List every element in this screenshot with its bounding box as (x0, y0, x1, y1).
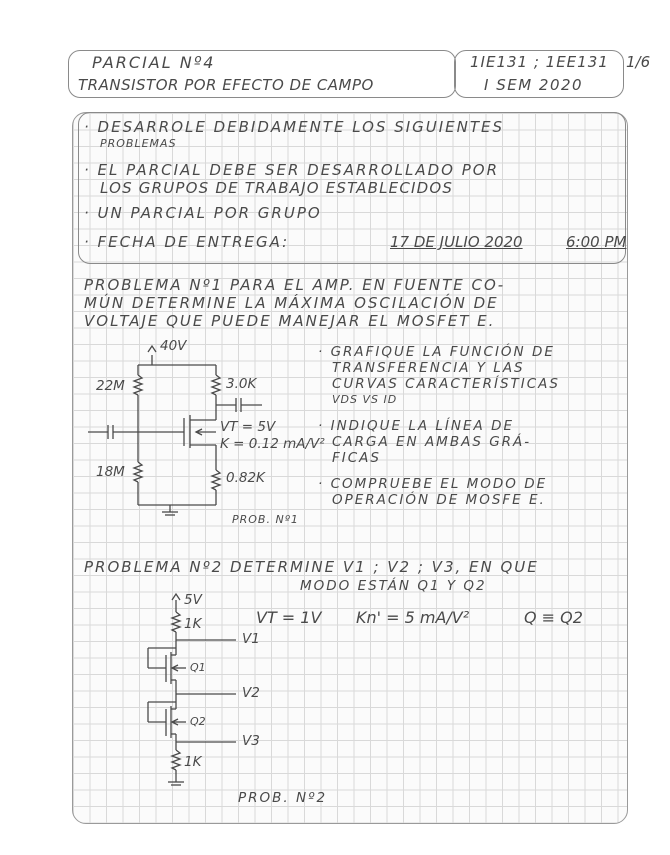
p1-caption: PROB. Nº1 (232, 513, 299, 526)
problem1-line3: VOLTAJE QUE PUEDE MANEJAR EL MOSFET E. (84, 312, 496, 330)
task1-line3: CURVAS CARACTERÍSTICAS (332, 376, 560, 392)
exam-subtitle: TRANSISTOR POR EFECTO DE CAMPO (78, 76, 374, 94)
page-number: 1/6 (626, 53, 651, 71)
p1-r1-label: 22M (96, 378, 125, 394)
p1-vdd-label: 40V (160, 338, 187, 354)
task1-line4: VDS VS ID (332, 393, 398, 406)
task2-line2: CARGA EN AMBAS GRÁ- (332, 434, 532, 450)
bullet-4-label: · FECHA DE ENTREGA: (84, 233, 290, 251)
p2-rbot-label: 1K (184, 754, 202, 770)
p2-vt: VT = 1V (256, 608, 322, 627)
delivery-date: 17 DE JULIO 2020 (390, 233, 523, 251)
p1-r2-label: 18M (96, 464, 125, 480)
p2-equivalence: Q ≡ Q2 (524, 608, 583, 627)
exam-title: PARCIAL Nº4 (92, 53, 216, 72)
problem1-line2: MÚN DETERMINE LA MÁXIMA OSCILACIÓN DE (84, 294, 499, 312)
bullet-2-line1: · EL PARCIAL DEBE SER DESARROLLADO POR (84, 161, 499, 179)
p2-vdd-label: 5V (184, 592, 202, 608)
bullet-3: · UN PARCIAL POR GRUPO (84, 204, 322, 222)
p2-caption: PROB. Nº2 (238, 790, 328, 806)
p2-q2-label: Q2 (190, 715, 206, 728)
problem1-line1: PROBLEMA Nº1 PARA EL AMP. EN FUENTE CO- (84, 276, 506, 294)
p2-q1-label: Q1 (190, 661, 206, 674)
p2-rtop-label: 1K (184, 616, 202, 632)
delivery-time: 6:00 PM (566, 233, 627, 251)
bullet-1-line1: · DESARROLE DEBIDAMENTE LOS SIGUIENTES (84, 118, 505, 136)
p1-k-label: K = 0.12 mA/V² (220, 436, 325, 452)
task2-line3: FICAS (332, 450, 381, 466)
p1-rs-label: 0.82K (226, 470, 265, 486)
p2-kn: Kn' = 5 mA/V² (356, 608, 470, 627)
bullet-2-line2: LOS GRUPOS DE TRABAJO ESTABLECIDOS (100, 179, 454, 197)
p2-v3-label: V3 (242, 733, 260, 749)
task1-line1: · GRAFIQUE LA FUNCIÓN DE (318, 344, 555, 360)
problem2-line2: MODO ESTÁN Q1 Y Q2 (300, 578, 487, 594)
task1-line2: TRANSFERENCIA Y LAS (332, 360, 525, 376)
p2-v1-label: V1 (242, 631, 260, 647)
bullet-1-line2: PROBLEMAS (100, 137, 177, 150)
task3-line1: · COMPRUEBE EL MODO DE (318, 476, 548, 492)
p1-rd-label: 3.0K (226, 376, 257, 392)
p1-vt-label: VT = 5V (220, 419, 276, 435)
p2-v2-label: V2 (242, 685, 260, 701)
group-codes: 1IE131 ; 1EE131 (470, 53, 609, 71)
problem2-line1: PROBLEMA Nº2 DETERMINE V1 ; V2 ; V3, EN QUE (84, 558, 539, 576)
task3-line2: OPERACIÓN DE MOSFE E. (332, 492, 546, 508)
task2-line1: · INDIQUE LA LÍNEA DE (318, 418, 514, 434)
semester: I SEM 2020 (484, 76, 584, 94)
